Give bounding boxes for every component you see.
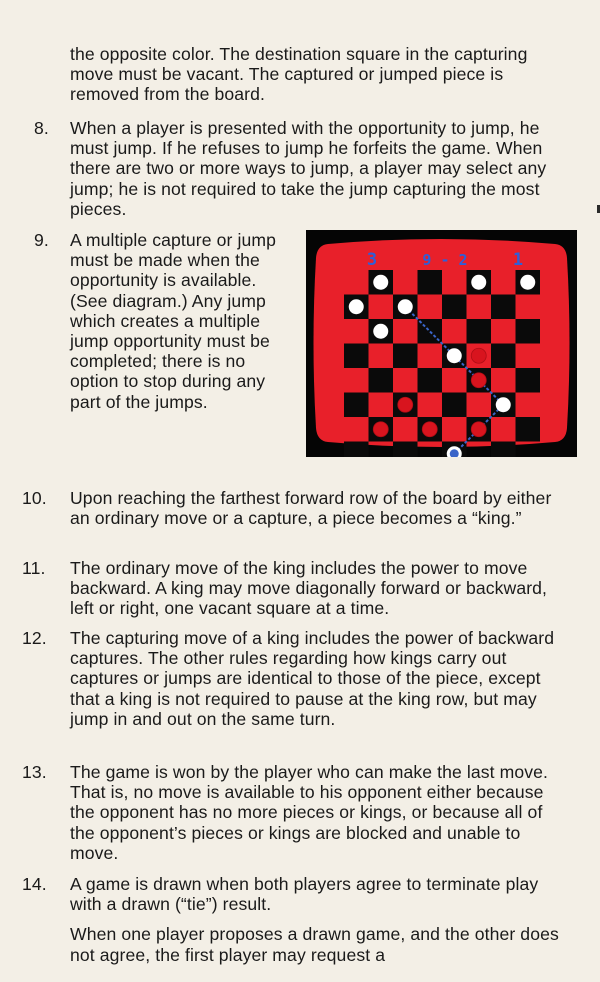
white-piece [349, 299, 364, 314]
score-left: 3 [366, 250, 378, 270]
rule-number: 12. [22, 628, 47, 648]
red-piece [398, 397, 413, 412]
rule-text: The ordinary move of the king includes the power to move backward. A king may move diagonally forward or backward, left or right, one vacant square at a time. [70, 558, 548, 619]
dark-square [393, 442, 418, 458]
red-piece [471, 373, 486, 388]
white-piece [398, 299, 413, 314]
red-piece [471, 348, 486, 363]
dark-square [344, 344, 369, 369]
intro-paragraph: the opposite color. The destination square in the capturing move must be vacant. The captured or jumped piece is removed from the board. [70, 44, 528, 105]
rule-number: 13. [22, 762, 47, 782]
dark-square [418, 368, 443, 393]
rule-number: 11. [22, 558, 46, 578]
dark-square [369, 368, 394, 393]
rule-number: 8. [34, 118, 49, 138]
rule-text: Upon reaching the farthest forward row of the board by either an ordinary move or a capture, a piece becomes a “king.” [70, 488, 552, 529]
dark-square [418, 270, 443, 295]
dark-square [516, 319, 541, 344]
red-piece [471, 422, 486, 437]
dark-square [491, 442, 516, 458]
dark-square [516, 368, 541, 393]
dark-square [442, 295, 467, 320]
white-piece [373, 275, 388, 290]
dark-square [516, 417, 541, 442]
white-piece [447, 348, 462, 363]
rule-continuation: When one player proposes a drawn game, and the other does not agree, the first player may request a [70, 924, 559, 965]
dark-square [393, 344, 418, 369]
dark-square [467, 319, 492, 344]
rule-text: A multiple capture or jump must be made when the opportunity is available. (See diagram.) Any jump which creates a multiple jump opportunity must be completed; there is no option to stop during any part of the jumps. [70, 230, 277, 412]
score-right: 1 [512, 250, 524, 270]
rule-number: 14. [22, 874, 47, 894]
checkers-screen [306, 230, 577, 457]
dark-square [491, 295, 516, 320]
dark-square [442, 393, 467, 418]
white-piece [373, 324, 388, 339]
score-middle: 9 - 2 [422, 251, 468, 269]
rule-text: The game is won by the player who can make the last move. That is, no move is available to his opponent either because the opponent has no more pieces or kings, or because all of the opponent’s pieces or kings are blocked and unable to move. [70, 762, 549, 863]
red-piece [422, 422, 437, 437]
white-piece [520, 275, 535, 290]
red-piece [373, 422, 388, 437]
dark-square [344, 393, 369, 418]
rule-text: When a player is presented with the opportunity to jump, he must jump. If he refuses to jump he forfeits the game. When there are two or more ways to jump, a player may select any jump; he is not required to take the jump capturing the most pieces. [70, 118, 547, 219]
dark-square [491, 344, 516, 369]
rule-text: A game is drawn when both players agree to terminate play with a drawn (“tie”) result. [70, 874, 539, 915]
checkers-diagram [306, 230, 577, 457]
white-piece [471, 275, 486, 290]
rule-text: The capturing move of a king includes the power of backward captures. The other rules regarding how kings carry out captures or jumps are identical to those of the piece, except that a king is not required to pause at the king row, but may jump in and out on the same turn. [70, 628, 555, 729]
dark-square [344, 442, 369, 458]
rule-number: 10. [22, 488, 47, 508]
rule-number: 9. [34, 230, 49, 250]
white-piece [496, 397, 511, 412]
